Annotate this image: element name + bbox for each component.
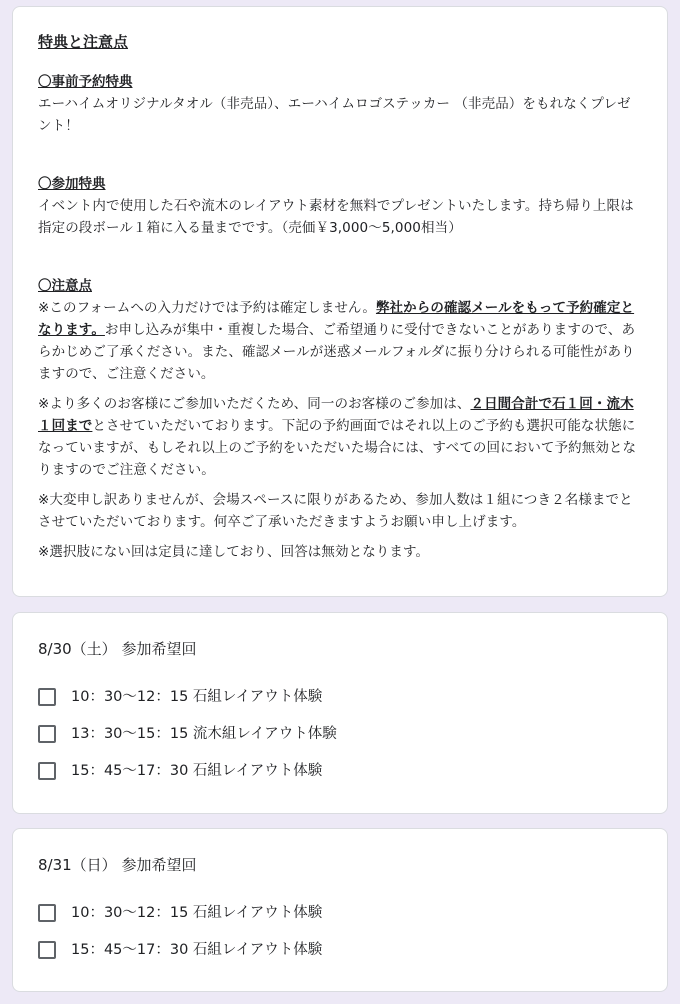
notes-card: [12, 6, 668, 597]
day2-question-title: 8/31（日） 参加希望回: [38, 856, 197, 874]
day1-option-1[interactable]: [38, 686, 322, 708]
participation-bonus-text: イベント内で使用した石や流木のレイアウト素材を無料でプレゼントいたします。持ち帰り上限は指定の段ボール１箱に入る量までです。（売価￥3,000〜5,000相当）: [38, 198, 634, 236]
day1-question-card: [12, 612, 668, 814]
caution-paragraph-1: [38, 297, 642, 385]
option-label: 10：30〜12：15 石組レイアウト体験: [71, 689, 323, 705]
caution-p1-emphasis: 弊社からの確認メールをもって予約確定となります。: [38, 300, 635, 338]
caution-p2-emphasis: ２日間合計で石１回・流木１回まで: [38, 396, 634, 434]
reservation-bonus-heading: 〇事前予約特典: [38, 74, 133, 90]
day2-question-card: [12, 828, 668, 992]
checkbox[interactable]: [38, 904, 56, 922]
day2-option-2[interactable]: [38, 939, 322, 961]
option-label: 13：30〜15：15 流木組レイアウト体験: [71, 726, 337, 742]
caution-paragraph-2: [38, 393, 642, 481]
caution-paragraph-4: ※選択肢にない回は定員に達しており、回答は無効となります。: [38, 544, 430, 560]
option-label: 10：30〜12：15 石組レイアウト体験: [71, 905, 323, 921]
caution-p2-rest: とさせていただいております。下記の予約画面ではそれ以上のご予約も選択可能な状態になっていますが、もしそれ以上のご予約をいただいた場合には、すべての回において予約無効となりますのでご注意ください。: [38, 418, 637, 478]
day1-option-2[interactable]: [38, 723, 337, 745]
participation-bonus-heading: 〇参加特典: [38, 176, 106, 192]
caution-heading: 〇注意点: [38, 278, 92, 294]
option-label: 15：45〜17：30 石組レイアウト体験: [71, 942, 323, 958]
checkbox[interactable]: [38, 941, 56, 959]
reservation-bonus-text: エーハイムオリジナルタオル（非売品）、エーハイムロゴステッカー （非売品）をもれなくプレゼント！: [38, 96, 631, 134]
checkbox[interactable]: [38, 725, 56, 743]
caution-p2-lead: ※より多くのお客様にご参加いただくため、同一のお客様のご参加は、: [38, 396, 471, 412]
caution-paragraph-3: ※大変申し訳ありませんが、会場スペースに限りがあるため、参加人数は１組につき２名様までとさせていただいております。何卒ご了承いただきますようお願い申し上げます。: [38, 492, 633, 530]
checkbox[interactable]: [38, 762, 56, 780]
day1-question-title: 8/30（土） 参加希望回: [38, 640, 197, 658]
option-label: 15：45〜17：30 石組レイアウト体験: [71, 763, 323, 779]
checkbox[interactable]: [38, 688, 56, 706]
caution-p1-lead: ※このフォームへの入力だけでは予約は確定しません。: [38, 300, 376, 316]
notes-title: 特典と注意点: [38, 33, 129, 51]
day1-option-3[interactable]: [38, 760, 322, 782]
caution-p1-rest: お申し込みが集中・重複した場合、ご希望通りに受付できないことがありますので、あらかじめご了承ください。また、確認メールが迷惑メールフォルダに振り分けられる可能性がありますので、ご注意ください。: [38, 322, 636, 382]
day2-option-1[interactable]: [38, 902, 322, 924]
